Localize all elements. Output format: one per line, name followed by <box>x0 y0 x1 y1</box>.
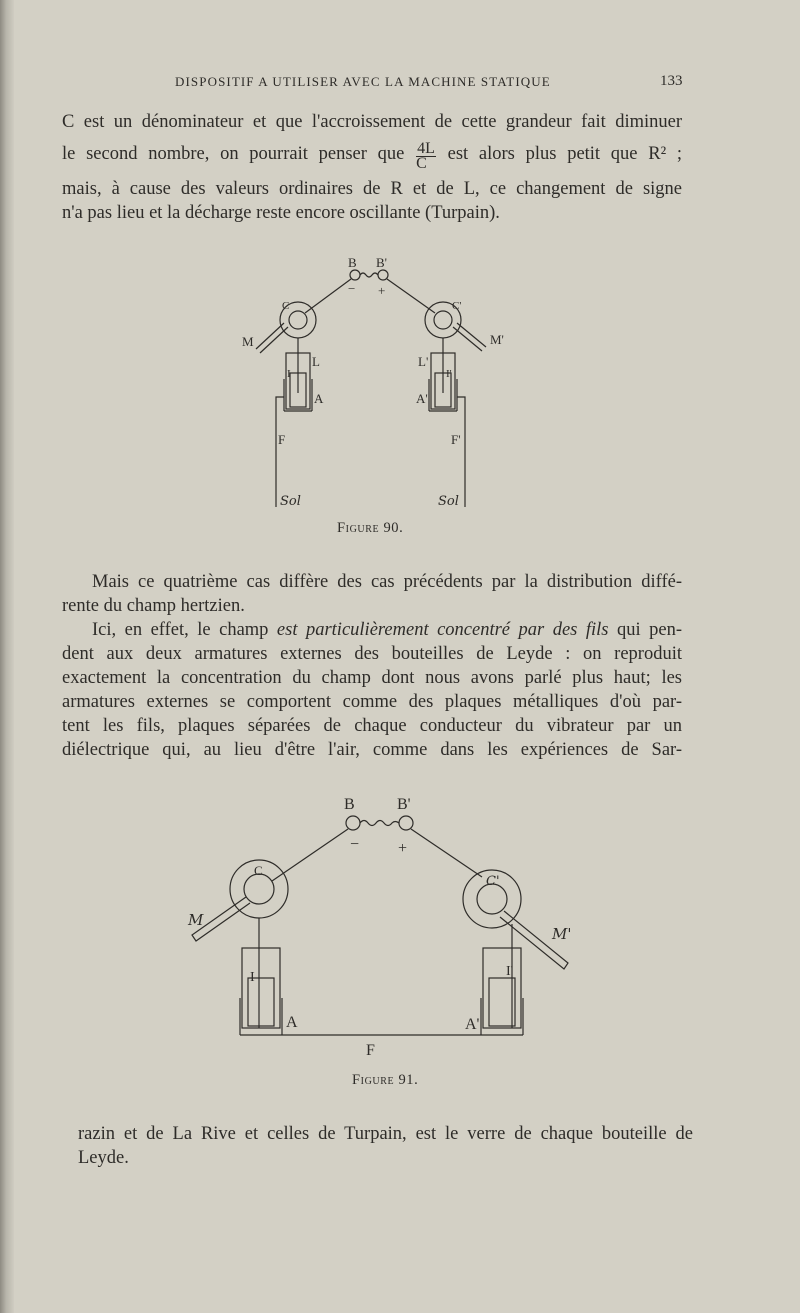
label-f: F <box>366 1042 375 1059</box>
label-bp: B' <box>397 796 411 813</box>
label-a: A <box>314 391 324 406</box>
figure-91-diagram <box>170 785 590 1065</box>
label-i: I <box>250 970 255 985</box>
text-line: mais, à cause des valeurs ordinaires de R et de L, ce changement de signe <box>62 179 682 199</box>
label-b: B <box>348 255 357 270</box>
text-line: razin et de La Rive et celles de Turpain, est le verre de chaque bouteille de <box>78 1124 693 1144</box>
sphere-c-inner <box>289 311 307 329</box>
label-mp: M' <box>490 332 504 347</box>
sphere-c-inner <box>244 874 274 904</box>
text-line: diélectrique qui, au lieu d'être l'air, comme dans les expériences de Sar- <box>62 740 682 760</box>
text-line: rente du champ hertzien. <box>62 596 245 616</box>
text-segment: qui pen- <box>608 620 682 640</box>
figure-91-caption: Figure 91. <box>352 1072 419 1088</box>
text-line-with-fraction <box>62 142 682 171</box>
jar-left-inner <box>248 978 274 1026</box>
text-line-with-italic <box>62 618 682 642</box>
label-ap: A' <box>465 1016 480 1033</box>
handle-mp-edge <box>457 323 486 347</box>
label-cp: C' <box>452 300 462 312</box>
text-line: n'a pas lieu et la décharge reste encore oscillante (Turpain). <box>62 203 500 223</box>
spark-wiggle <box>360 273 378 277</box>
paragraph-2 <box>62 570 682 762</box>
spark-wiggle <box>360 821 399 826</box>
jar-right-inner <box>489 978 515 1026</box>
label-sol-left: Sol <box>280 494 301 509</box>
label-lp: L' <box>418 354 429 369</box>
text-segment: Ici, en effet, le champ <box>92 620 277 640</box>
label-l: L <box>312 354 320 369</box>
label-ap: A' <box>416 391 428 406</box>
label-minus: − <box>348 281 356 296</box>
label-fp: F' <box>451 432 461 447</box>
label-mp: M' <box>552 925 572 943</box>
conductor-right <box>411 829 482 877</box>
handle-m <box>260 327 288 353</box>
spark-ball-b <box>346 816 360 830</box>
text-segment: est alors plus petit que R² ; <box>447 144 683 164</box>
book-spine-shadow <box>0 0 14 1313</box>
text-line: Mais ce quatrième cas diffère des cas précédents par la distribution diffé- <box>92 572 682 592</box>
wire-fp <box>457 397 465 507</box>
text-line: tent les fils, plaques séparées de chaque conducteur du vibrateur par un <box>62 716 682 736</box>
spark-ball-bp <box>378 270 388 280</box>
page-header <box>0 74 800 94</box>
paragraph-3 <box>78 1122 693 1170</box>
label-f: F <box>278 432 286 447</box>
figure-90 <box>220 245 520 525</box>
italic-phrase: est particulièrement concentré par des fils <box>276 620 609 640</box>
text-line: dent aux deux armatures externes des bouteilles de Leyde : on reproduit <box>62 644 682 664</box>
label-i: I <box>287 368 291 380</box>
label-cp: C' <box>486 874 500 889</box>
sphere-cp-inner <box>434 311 452 329</box>
figure-90-diagram <box>220 245 520 525</box>
figure-91 <box>170 785 590 1065</box>
spark-ball-bp <box>399 816 413 830</box>
label-m: M <box>242 334 254 349</box>
fraction-denominator: C <box>416 155 427 172</box>
label-minus: − <box>350 836 360 853</box>
page-number: 133 <box>660 73 683 89</box>
paragraph-1 <box>62 110 682 225</box>
label-b: B <box>344 796 355 813</box>
label-ip: I' <box>446 368 452 380</box>
text-line: Leyde. <box>78 1148 129 1168</box>
wire-f <box>276 397 284 507</box>
fraction-4l-over-c <box>416 142 436 171</box>
text-line: exactement la concentration du champ dont nous avons parlé plus haut; les <box>62 668 682 688</box>
text-segment: le second nombre, on pourrait penser que <box>62 144 405 164</box>
text-line: C est un dénominateur et que l'accroissement de cette grandeur fait diminuer <box>62 112 682 132</box>
label-c: C <box>282 300 290 312</box>
label-plus: + <box>398 840 408 857</box>
label-c: C <box>254 863 263 878</box>
figure-90-caption: Figure 90. <box>337 520 404 536</box>
fraction-numerator: 4L <box>417 140 435 157</box>
label-sol-right: Sol <box>438 494 459 509</box>
label-m: M <box>188 911 204 929</box>
conductor-right <box>387 279 435 313</box>
handle-m-edge <box>256 323 284 349</box>
label-ip: I' <box>506 964 514 979</box>
label-bp: B' <box>376 255 388 270</box>
text-line: armatures externes se comportent comme des plaques métalliques d'où par- <box>62 692 682 712</box>
running-title: DISPOSITIF A UTILISER AVEC LA MACHINE STATIQUE <box>175 74 551 89</box>
handle-mp <box>453 327 482 351</box>
spark-ball-b <box>350 270 360 280</box>
label-a: A <box>286 1014 298 1031</box>
label-plus: + <box>378 283 386 298</box>
